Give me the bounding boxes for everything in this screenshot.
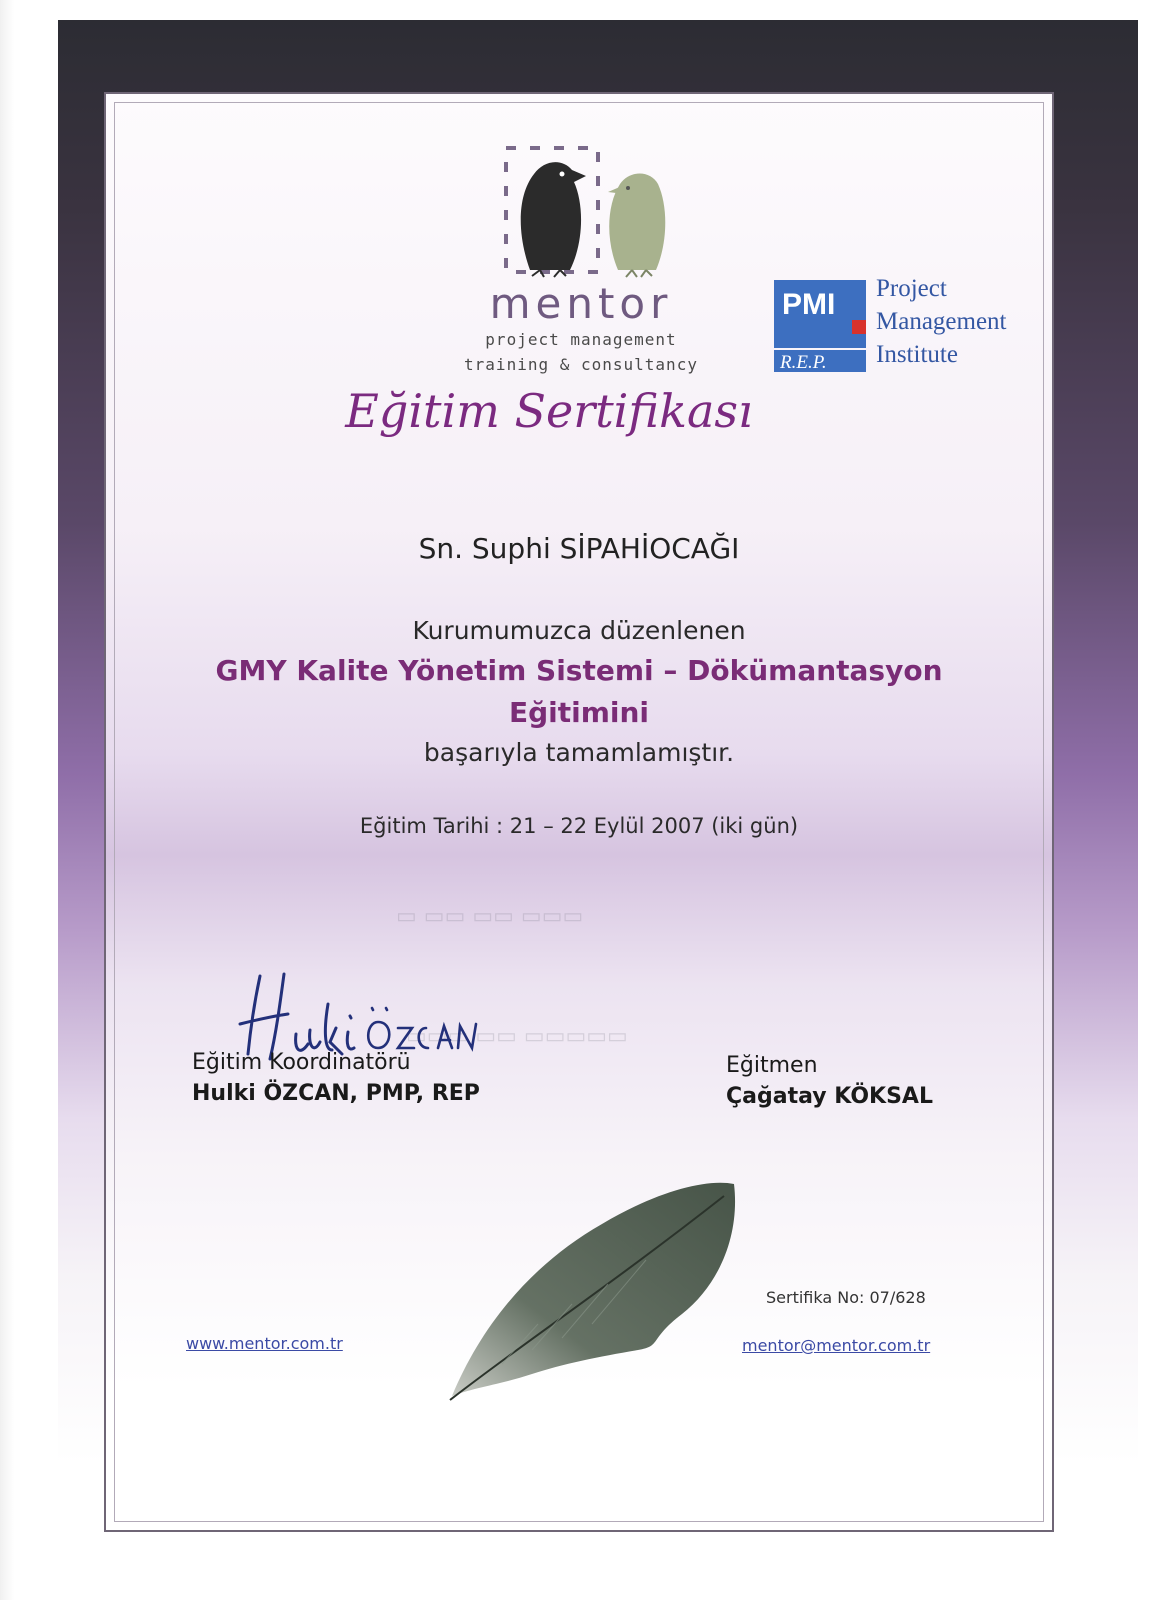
certificate-title: Eğitim Sertifikası [345,384,753,438]
email-link[interactable]: mentor@mentor.com.tr [742,1336,931,1355]
pmi-badge-text: PMI [782,288,836,321]
trainer-name: Çağatay KÖKSAL [726,1084,933,1109]
mentor-brand: mentor [489,279,673,328]
course-title-line-2: Eğitimini [508,696,650,729]
intro-text: Kurumumuzca düzenlenen [412,616,746,645]
pmi-line-3: Institute [876,341,958,368]
bleed-through-mark: ▭ ▭▭ ▭▭ ▭▭▭ [396,904,584,929]
pmi-line-2: Management [876,308,1007,335]
mentor-tagline-2: training & consultancy [464,355,698,374]
pmi-line-1: Project [876,275,947,302]
recipient-name: Sn. Suphi SİPAHİOCAĞI [418,532,740,565]
certificate [104,92,1054,1532]
training-date: Eğitim Tarihi : 21 – 22 Eylül 2007 (iki gün) [359,814,799,838]
website-link[interactable]: www.mentor.com.tr [186,1334,343,1353]
pmi-rep-text: R.E.P. [780,352,827,372]
certificate-number: Sertifika No: 07/628 [766,1288,926,1307]
mentor-tagline-1: project management [485,330,677,349]
mentor-birds-logo [500,142,680,282]
course-title-line-1: GMY Kalite Yönetim Sistemi – Dökümantasyon [215,654,943,687]
completion-text: başarıyla tamamlamıştır. [423,738,735,767]
scan-left-edge [0,0,14,1600]
coordinator-role: Eğitim Koordinatörü [192,1050,411,1075]
coordinator-name: Hulki ÖZCAN, PMP, REP [192,1081,480,1106]
feather-illustration [442,1174,742,1404]
pmi-rep-logo [774,280,866,372]
bleed-through-mark: ▭▭▭ ▭▭ ▭▭▭▭▭ [406,1024,628,1049]
trainer-role: Eğitmen [726,1053,818,1078]
